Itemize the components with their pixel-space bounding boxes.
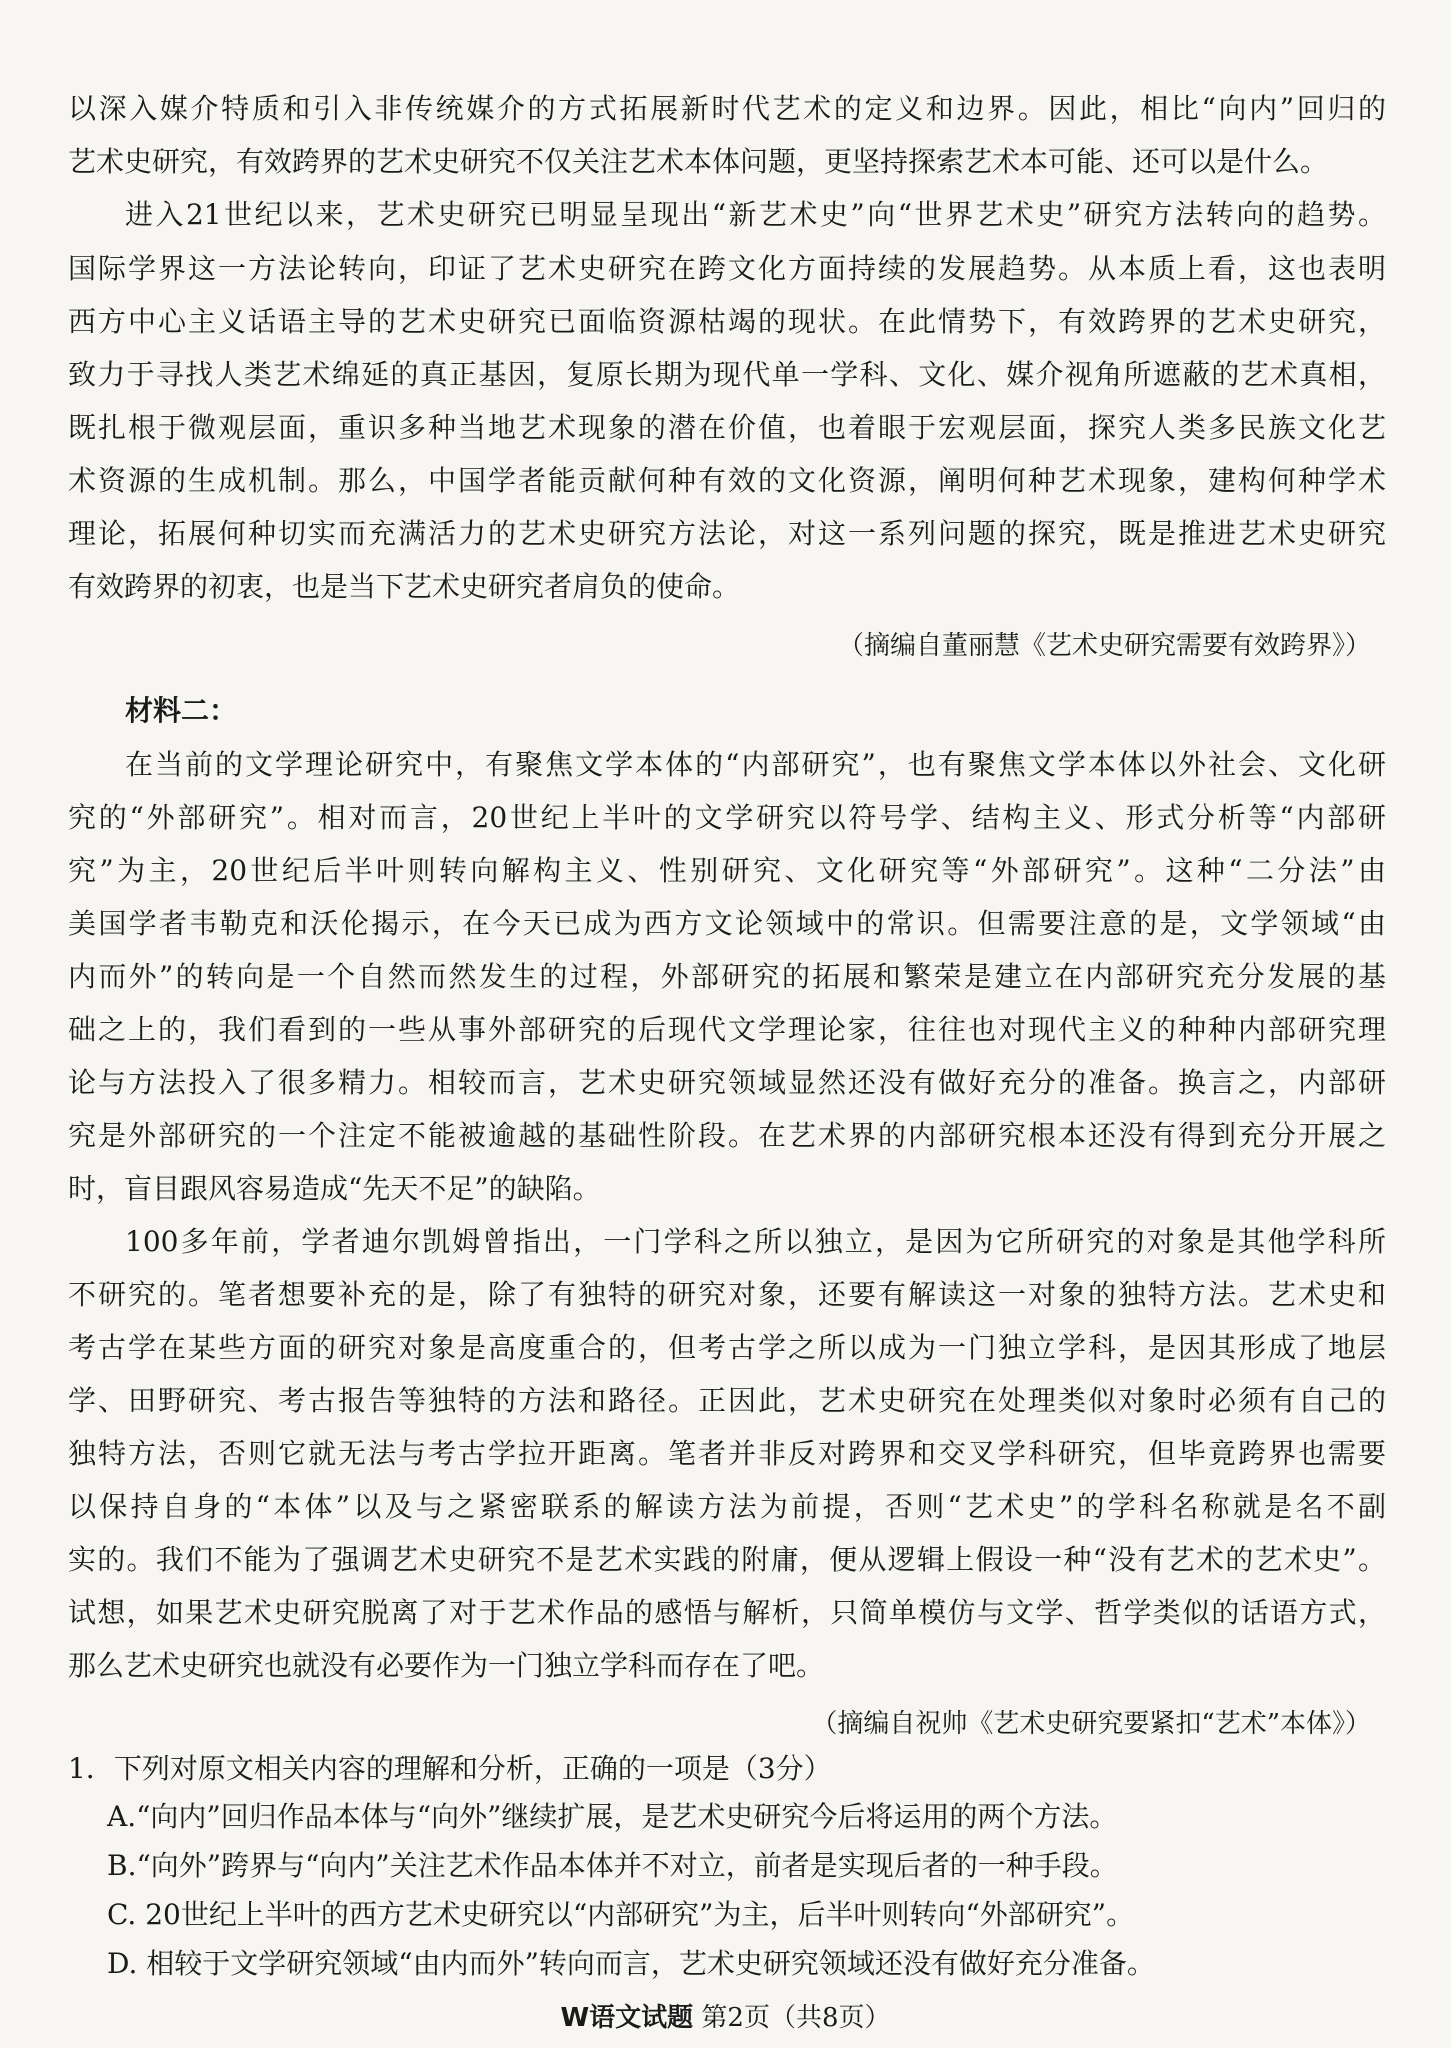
text-line: 学、田野研究、考古报告等独特的方法和路径。正因此，艺术史研究在处理类似对象时必须有自己的 [68,1384,1386,1417]
text-line: 在当前的文学理论研究中，有聚焦文学本体的“内部研究”，也有聚焦文学本体以外社会、文化研 [125,748,1386,781]
text-line: 以深入媒介特质和引入非传统媒介的方式拓展新时代艺术的定义和边界。因此，相比“向内”回归的 [68,92,1386,125]
text-line: 术资源的生成机制。那么，中国学者能贡献何种有效的文化资源，阐明何种艺术现象，建构何种学术 [68,464,1386,497]
text-line: 国际学界这一方法论转向，印证了艺术史研究在跨文化方面持续的发展趋势。从本质上看，这也表明 [68,252,1386,285]
question-option-c: C. 20世纪上半叶的西方艺术史研究以“内部研究”为主，后半叶则转向“外部研究”。 [107,1898,1135,1931]
source-citation: （摘编自董丽慧《艺术史研究需要有效跨界》） [837,631,1371,661]
text-line: 有效跨界的初衷，也是当下艺术史研究者肩负的使命。 [68,570,741,603]
footer-subject: W语文试题 [560,2003,694,2033]
text-line: 论与方法投入了很多精力。相较而言，艺术史研究领域显然还没有做好充分的准备。换言之，内部研 [68,1066,1386,1099]
section-heading: 材料二： [125,694,238,727]
text-line: 西方中心主义话语主导的艺术史研究已面临资源枯竭的现状。在此情势下，有效跨界的艺术史研究， [68,305,1386,338]
page-footer [0,2002,1451,2034]
text-line: 独特方法，否则它就无法与考古学拉开距离。笔者并非反对跨界和交叉学科研究，但毕竟跨界也需要 [68,1437,1386,1470]
text-line: 试想，如果艺术史研究脱离了对于艺术作品的感悟与解析，只简单模仿与文学、哲学类似的话语方式， [68,1596,1386,1629]
text-line: 实的。我们不能为了强调艺术史研究不是艺术实践的附庸，便从逻辑上假设一种“没有艺术的艺术史”。 [68,1543,1386,1576]
source-citation: （摘编自祝帅《艺术史研究要紧扣“艺术”本体》） [811,1709,1371,1739]
text-line: 以保持自身的“本体”以及与之紧密联系的解读方法为前提，否则“艺术史”的学科名称就是名不副 [68,1490,1386,1523]
text-line: 究的“外部研究”。相对而言，20世纪上半叶的文学研究以符号学、结构主义、形式分析等“内部研 [68,801,1386,834]
text-line: 美国学者韦勒克和沃伦揭示，在今天已成为西方文论领域中的常识。但需要注意的是，文学领域“由 [68,907,1386,940]
text-line: 100多年前，学者迪尔凯姆曾指出，一门学科之所以独立，是因为它所研究的对象是其他学科所 [125,1225,1386,1258]
text-line: 础之上的，我们看到的一些从事外部研究的后现代文学理论家，往往也对现代主义的种种内部研究理 [68,1013,1386,1046]
text-line: 考古学在某些方面的研究对象是高度重合的，但考古学之所以成为一门独立学科，是因其形成了地层 [68,1331,1386,1364]
text-line: 那么艺术史研究也就没有必要作为一门独立学科而存在了吧。 [68,1649,825,1682]
question-option-a: A.“向内”回归作品本体与“向外”继续扩展，是艺术史研究今后将运用的两个方法。 [107,1800,1118,1833]
text-line: 内而外”的转向是一个自然而然发生的过程，外部研究的拓展和繁荣是建立在内部研究充分发展的基 [68,960,1386,993]
text-line: 理论，拓展何种切实而充满活力的艺术史研究方法论，对这一系列问题的探究，既是推进艺术史研究 [68,517,1386,550]
text-line: 究是外部研究的一个注定不能被逾越的基础性阶段。在艺术界的内部研究根本还没有得到充分开展之 [68,1119,1386,1152]
text-line: 艺术史研究，有效跨界的艺术史研究不仅关注艺术本体问题，更坚持探索艺术本可能、还可以是什么。 [68,145,1329,178]
question-option-b: B.“向外”跨界与“向内”关注艺术作品本体并不对立，前者是实现后者的一种手段。 [107,1849,1118,1882]
text-line: 既扎根于微观层面，重识多种当地艺术现象的潜在价值，也着眼于宏观层面，探究人类多民族文化艺 [68,411,1386,444]
text-line: 究”为主，20世纪后半叶则转向解构主义、性别研究、文化研究等“外部研究”。这种“二分法”由 [68,854,1386,887]
question-option-d: D. 相较于文学研究领域“由内而外”转向而言，艺术史研究领域还没有做好充分准备。 [107,1947,1155,1980]
text-line: 致力于寻找人类艺术绵延的真正基因，复原长期为现代单一学科、文化、媒介视角所遮蔽的艺术真相， [68,358,1386,391]
text-line: 时，盲目跟风容易造成“先天不足”的缺陷。 [68,1172,601,1205]
footer-page: 第2页（共8页） [701,2003,891,2033]
text-line: 进入21世纪以来，艺术史研究已明显呈现出“新艺术史”向“世界艺术史”研究方法转向的趋势。 [125,198,1386,231]
question-stem: 1．下列对原文相关内容的理解和分析，正确的一项是（3分） [68,1752,832,1785]
text-line: 不研究的。笔者想要补充的是，除了有独特的研究对象，还要有解读这一对象的独特方法。艺术史和 [68,1278,1386,1311]
